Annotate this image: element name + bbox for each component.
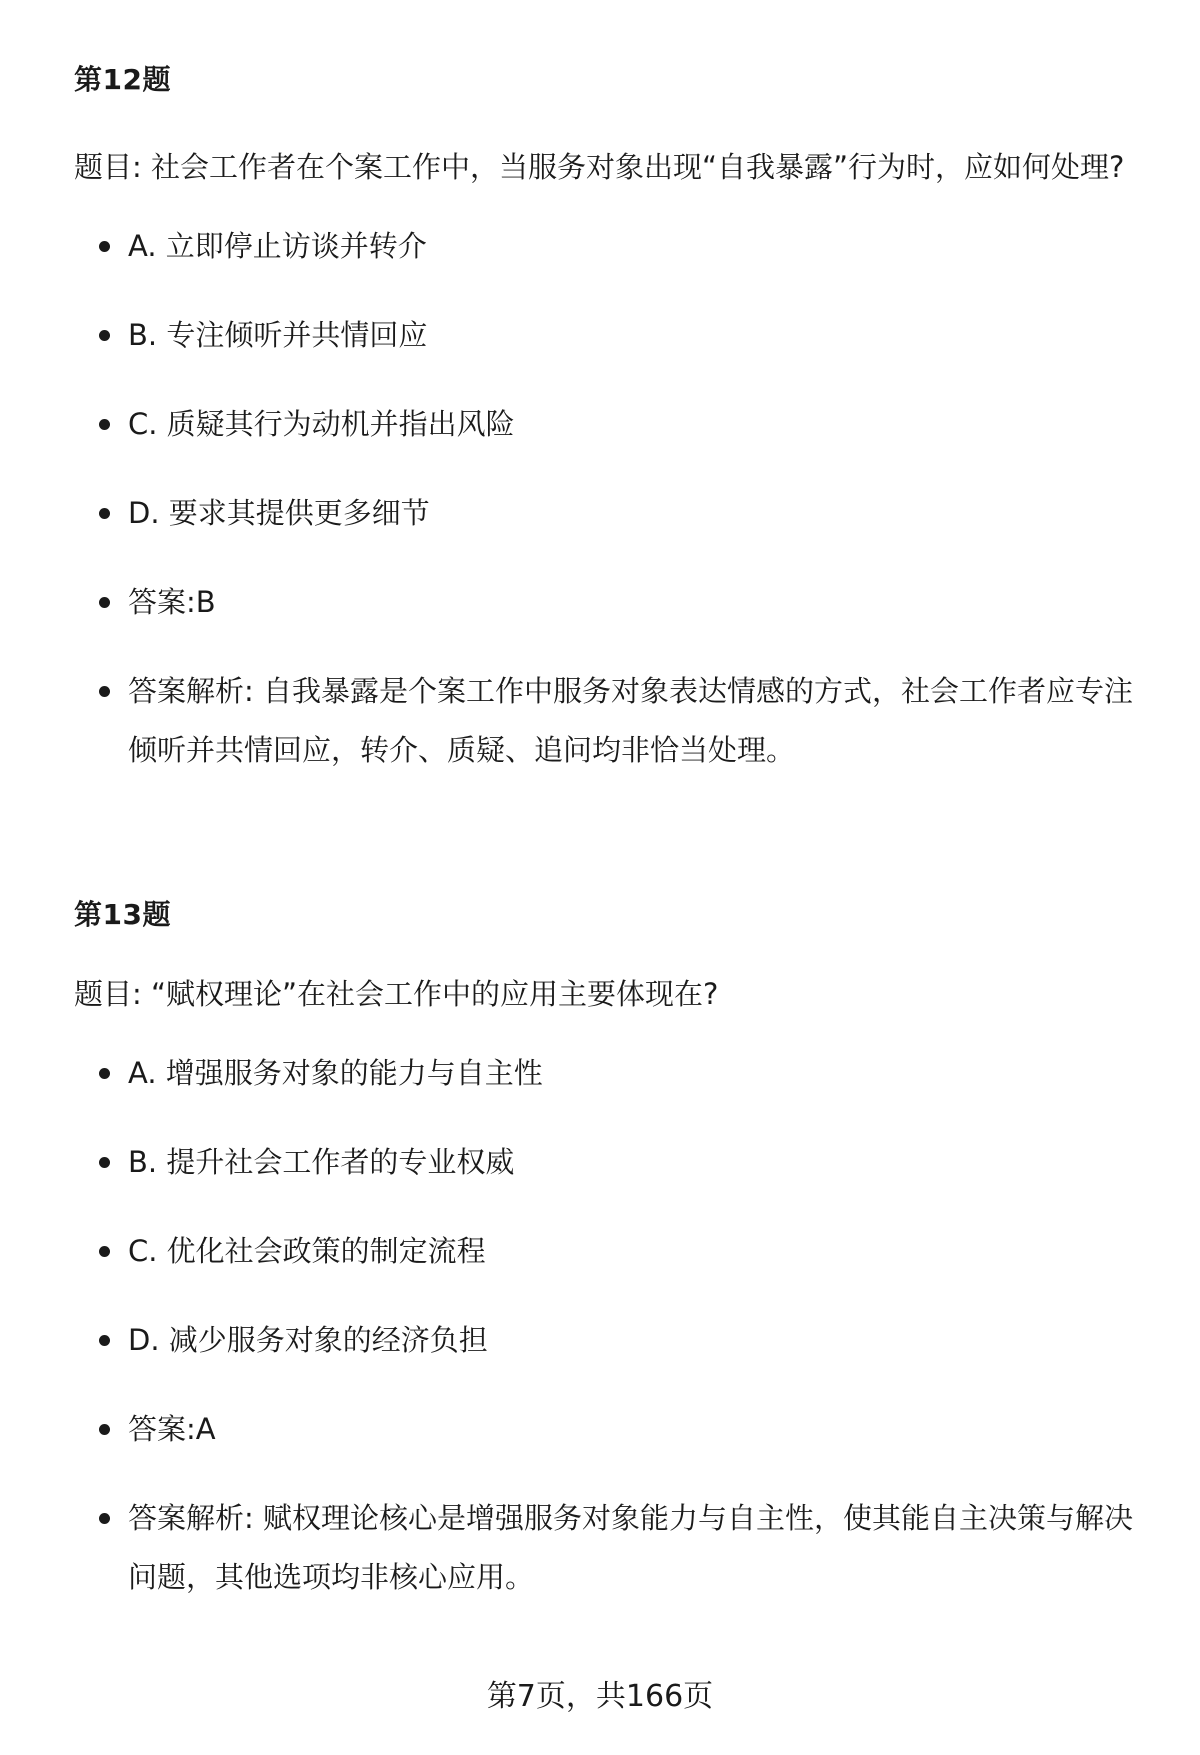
question-title: 第13题: [74, 898, 171, 931]
option-b: [74, 306, 1154, 365]
bullet-icon: [99, 241, 110, 252]
question-12: [74, 60, 1154, 780]
question-stem: 题目: “赋权理论”在社会工作中的应用主要体现在?: [74, 977, 719, 1011]
page-number: 第7页，共166页: [486, 1679, 714, 1714]
analysis-text: 答案解析: 赋权理论核心是增强服务对象能力与自主性，使其能自主决策与解决问题，其他选项均非核心应用。: [128, 1501, 1133, 1594]
answer-text: 答案:A: [128, 1412, 216, 1446]
answer-analysis: [74, 1489, 1154, 1607]
question-stem: 题目: 社会工作者在个案工作中，当服务对象出现“自我暴露”行为时，应如何处理?: [74, 150, 1125, 184]
bullet-icon: [99, 1335, 110, 1346]
option-text: A. 立即停止访谈并转介: [128, 229, 427, 263]
bullet-icon: [99, 1157, 110, 1168]
bullet-icon: [99, 597, 110, 608]
option-text: A. 增强服务对象的能力与自主性: [128, 1056, 543, 1090]
analysis-text: 答案解析: 自我暴露是个案工作中服务对象表达情感的方式，社会工作者应专注倾听并共情回应，转介、质疑、追问均非恰当处理。: [128, 674, 1133, 767]
bullet-icon: [99, 330, 110, 341]
option-text: B. 提升社会工作者的专业权威: [128, 1145, 515, 1179]
option-text: D. 要求其提供更多细节: [128, 496, 430, 530]
bullet-icon: [99, 508, 110, 519]
bullet-icon: [99, 1513, 110, 1524]
option-list: [74, 217, 1154, 780]
option-a: [74, 1044, 1154, 1103]
option-d: [74, 484, 1154, 543]
question-13: [74, 895, 1154, 1607]
option-d: [74, 1311, 1154, 1370]
option-c: [74, 1222, 1154, 1281]
bullet-icon: [99, 419, 110, 430]
bullet-icon: [99, 1424, 110, 1435]
bullet-icon: [99, 1246, 110, 1257]
option-a: [74, 217, 1154, 276]
answer-analysis: [74, 662, 1154, 780]
option-list: [74, 1044, 1154, 1607]
answer: [74, 1400, 1154, 1459]
option-text: B. 专注倾听并共情回应: [128, 318, 428, 352]
option-text: C. 优化社会政策的制定流程: [128, 1234, 486, 1268]
answer-text: 答案:B: [128, 585, 216, 619]
answer: [74, 573, 1154, 632]
option-text: D. 减少服务对象的经济负担: [128, 1323, 488, 1357]
option-c: [74, 395, 1154, 454]
option-text: C. 质疑其行为动机并指出风险: [128, 407, 515, 441]
bullet-icon: [99, 1068, 110, 1079]
option-b: [74, 1133, 1154, 1192]
bullet-icon: [99, 686, 110, 697]
question-title: 第12题: [74, 63, 171, 96]
